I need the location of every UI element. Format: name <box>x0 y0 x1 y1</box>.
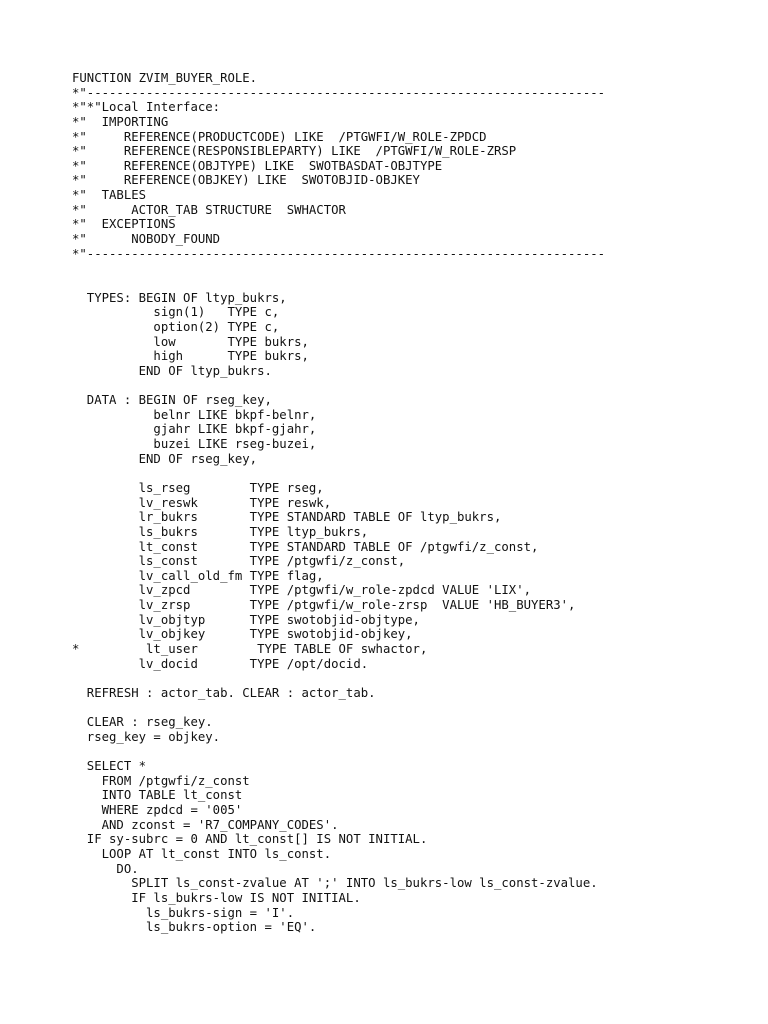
code-line: *" REFERENCE(OBJKEY) LIKE SWOTOBJID-OBJKEY <box>72 173 420 188</box>
code-line: lv_docid TYPE /opt/docid. <box>72 656 369 671</box>
code-line: rseg_key = objkey. <box>72 729 221 744</box>
code-line: *"*"Local Interface: <box>72 100 221 115</box>
code-line: CLEAR : rseg_key. <box>72 715 213 730</box>
code-line: *"---------------------------------------------------------------------- <box>72 85 606 100</box>
code-line: lv_zpcd TYPE /ptgwfi/w_role-zpdcd VALUE 'LIX', <box>72 583 532 598</box>
code-line: *"---------------------------------------------------------------------- <box>72 246 606 261</box>
code-line: SELECT * <box>72 759 147 774</box>
code-line: *" IMPORTING <box>72 114 169 129</box>
code-line <box>72 261 605 276</box>
code-line: *" NOBODY_FOUND <box>72 232 221 247</box>
code-line: lv_objtyp TYPE swotobjid-objtype, <box>72 612 420 627</box>
code-line: buzei LIKE rseg-buzei, <box>72 437 317 452</box>
code-line: option(2) TYPE c, <box>72 319 280 334</box>
code-line: gjahr LIKE bkpf-gjahr, <box>72 422 317 437</box>
code-line: ls_bukrs-sign = 'I'. <box>72 905 295 920</box>
code-line: AND zconst = 'R7_COMPANY_CODES'. <box>72 817 339 832</box>
code-line <box>72 378 605 393</box>
code-line <box>72 701 605 716</box>
code-line: high TYPE bukrs, <box>72 349 309 364</box>
code-line: FUNCTION ZVIM_BUYER_ROLE. <box>72 71 258 85</box>
code-line: *" ACTOR_TAB STRUCTURE SWHACTOR <box>72 202 346 217</box>
code-listing <box>72 71 605 935</box>
code-line <box>72 276 605 291</box>
code-line: IF sy-subrc = 0 AND lt_const[] IS NOT INITIAL. <box>72 832 428 847</box>
code-line <box>72 744 605 759</box>
code-line: ls_rseg TYPE rseg, <box>72 480 324 495</box>
code-line: IF ls_bukrs-low IS NOT INITIAL. <box>72 890 361 905</box>
code-line: FROM /ptgwfi/z_const <box>72 773 250 788</box>
code-line: *" EXCEPTIONS <box>72 217 176 232</box>
code-line: * lt_user TYPE TABLE OF swhactor, <box>72 641 428 656</box>
code-line: TYPES: BEGIN OF ltyp_bukrs, <box>72 290 287 305</box>
code-line: *" TABLES <box>72 188 147 203</box>
code-line: REFRESH : actor_tab. CLEAR : actor_tab. <box>72 685 376 700</box>
code-line: sign(1) TYPE c, <box>72 305 280 320</box>
code-line: lv_call_old_fm TYPE flag, <box>72 568 324 583</box>
code-line: END OF ltyp_bukrs. <box>72 363 272 378</box>
code-line: ls_bukrs TYPE ltyp_bukrs, <box>72 524 369 539</box>
code-line: ls_const TYPE /ptgwfi/z_const, <box>72 554 406 569</box>
code-line: *" REFERENCE(PRODUCTCODE) LIKE /PTGWFI/W_ROLE-ZPDCD <box>72 129 487 144</box>
code-line <box>72 671 605 686</box>
code-line: lv_zrsp TYPE /ptgwfi/w_role-zrsp VALUE 'HB_BUYER3', <box>72 598 576 613</box>
code-line: lt_const TYPE STANDARD TABLE OF /ptgwfi/z_const, <box>72 539 539 554</box>
code-line: lv_objkey TYPE swotobjid-objkey, <box>72 627 413 642</box>
code-line: DO. <box>72 861 139 876</box>
code-line: *" REFERENCE(RESPONSIBLEPARTY) LIKE /PTGWFI/W_ROLE-ZRSP <box>72 144 517 159</box>
code-line: LOOP AT lt_const INTO ls_const. <box>72 846 332 861</box>
code-line: DATA : BEGIN OF rseg_key, <box>72 393 272 408</box>
code-line: ls_bukrs-option = 'EQ'. <box>72 920 317 935</box>
code-line <box>72 466 605 481</box>
code-line: lr_bukrs TYPE STANDARD TABLE OF ltyp_bukrs, <box>72 510 502 525</box>
code-line: WHERE zpdcd = '005' <box>72 803 243 818</box>
code-line: low TYPE bukrs, <box>72 334 309 349</box>
code-line: END OF rseg_key, <box>72 451 258 466</box>
code-line: *" REFERENCE(OBJTYPE) LIKE SWOTBASDAT-OBJTYPE <box>72 158 443 173</box>
code-line: SPLIT ls_const-zvalue AT ';' INTO ls_bukrs-low ls_const-zvalue. <box>72 876 598 891</box>
code-line: INTO TABLE lt_const <box>72 788 243 803</box>
code-line: lv_reswk TYPE reswk, <box>72 495 332 510</box>
code-line: belnr LIKE bkpf-belnr, <box>72 407 317 422</box>
